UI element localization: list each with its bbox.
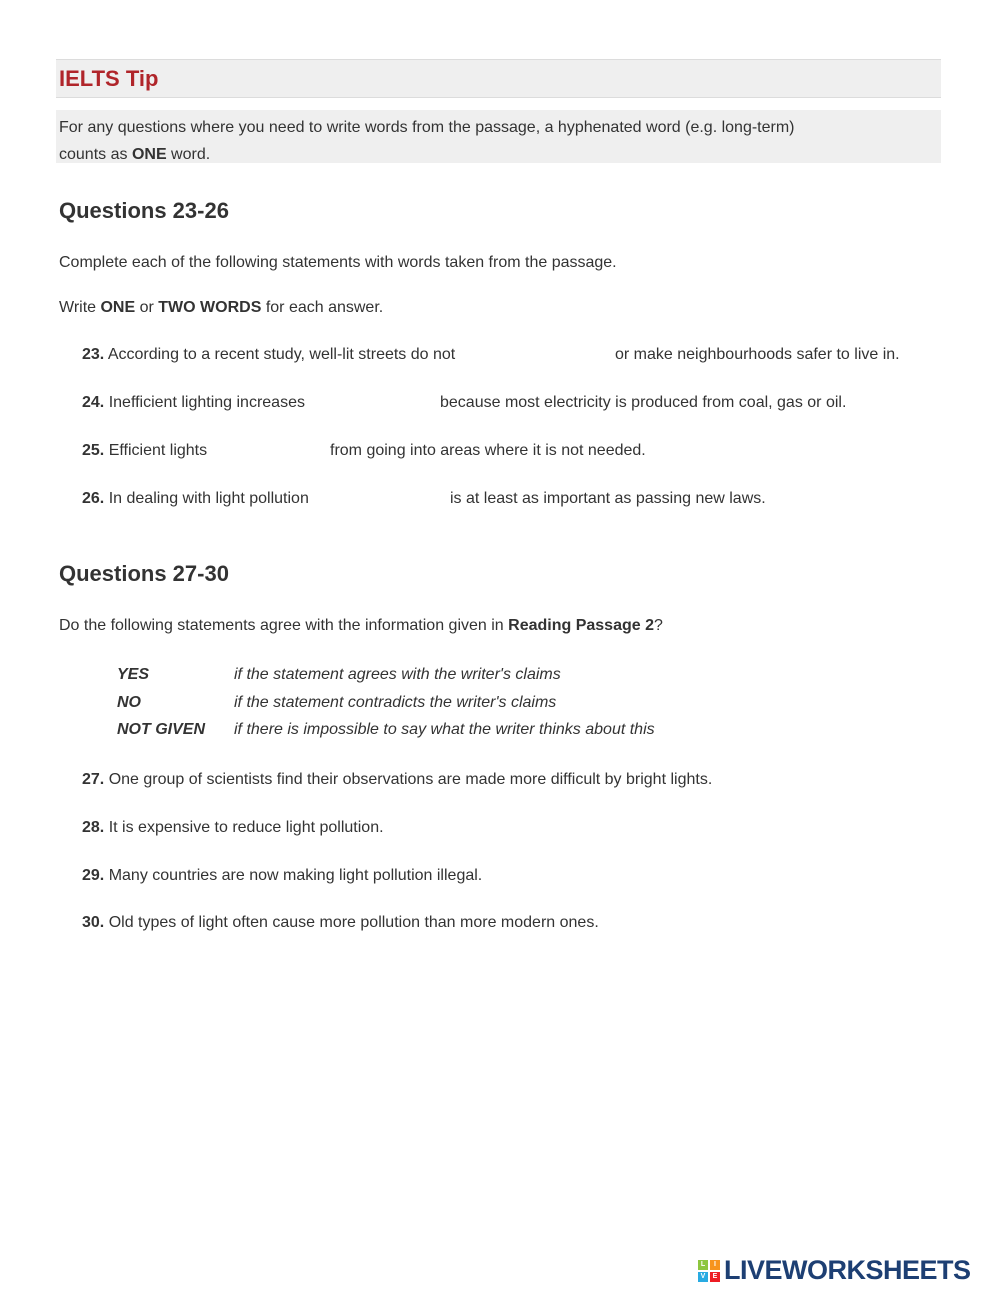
key-term: YES [117, 666, 150, 683]
tip-body [56, 110, 941, 163]
tip-line-2 [59, 141, 941, 168]
tip-title: IELTS Tip [59, 66, 159, 91]
section-1-write-instruction [59, 299, 383, 317]
question-28 [82, 819, 384, 837]
question-text: Many countries are now making light pollution illegal. [108, 867, 483, 884]
question-number: 26. [82, 490, 105, 507]
section-2-heading: Questions 27-30 [59, 561, 229, 586]
instruction-bold: Reading Passage 2 [508, 617, 654, 634]
question-number: 27. [82, 771, 105, 788]
question-text: One group of scientists find their observations are made more difficult by bright lights. [108, 771, 713, 788]
question-27 [82, 771, 712, 789]
question-text-after-gap: from going into areas where it is not needed. [330, 442, 646, 459]
logo-cube: V [698, 1272, 708, 1282]
question-number: 24. [82, 394, 105, 411]
logo-cubes-icon [698, 1260, 722, 1284]
logo-text: LIVEWORKSHEETS [724, 1255, 971, 1285]
question-text: Inefficient lighting increases [108, 394, 305, 411]
tip-bold: ONE [131, 146, 167, 163]
instruction-text: ? [653, 617, 663, 634]
question-number: 29. [82, 867, 105, 884]
tip-text: word. [166, 146, 211, 163]
question-text-after-gap: is at least as important as passing new laws. [450, 490, 766, 507]
question-number: 28. [82, 819, 105, 836]
logo-cube: E [710, 1272, 720, 1282]
question-30 [82, 914, 599, 932]
question-text: It is expensive to reduce light pollution. [108, 819, 384, 836]
tip-header [56, 59, 941, 98]
key-definition: if the statement agrees with the writer's claims [234, 666, 561, 683]
question-number: 23. [82, 346, 105, 363]
question-text: According to a recent study, well-lit streets do not [107, 346, 456, 363]
section-2-instruction [59, 617, 663, 635]
instruction-text: Write [59, 299, 101, 316]
question-text: In dealing with light pollution [108, 490, 309, 507]
question-text: Old types of light often cause more pollution than more modern ones. [108, 914, 599, 931]
section-1-heading: Questions 23-26 [59, 198, 229, 223]
question-29 [82, 867, 482, 885]
instruction-text: or [135, 299, 159, 316]
instruction-bold: ONE [100, 299, 136, 316]
key-definition: if there is impossible to say what the writer thinks about this [234, 721, 655, 738]
section-1-instruction: Complete each of the following statements with words taken from the passage. [59, 254, 617, 271]
key-definition: if the statement contradicts the writer's claims [234, 694, 557, 711]
question-number: 30. [82, 914, 105, 931]
question-number: 25. [82, 442, 105, 459]
logo-cube: L [698, 1260, 708, 1270]
question-text: Efficient lights [108, 442, 208, 459]
instruction-bold: TWO WORDS [158, 299, 262, 316]
question-text-after-gap: because most electricity is produced from coal, gas or oil. [440, 394, 847, 411]
liveworksheets-logo [698, 1257, 994, 1285]
instruction-text: for each answer. [261, 299, 384, 316]
tip-text: counts as [59, 146, 132, 163]
tip-line-1: For any questions where you need to write words from the passage, a hyphenated word (e.g. long-term) [59, 119, 795, 136]
key-term: NO [117, 694, 141, 711]
instruction-text: Do the following statements agree with the information given in [59, 617, 509, 634]
logo-cube: I [710, 1260, 720, 1270]
key-term: NOT GIVEN [117, 721, 206, 738]
question-text-after-gap: or make neighbourhoods safer to live in. [615, 346, 900, 363]
